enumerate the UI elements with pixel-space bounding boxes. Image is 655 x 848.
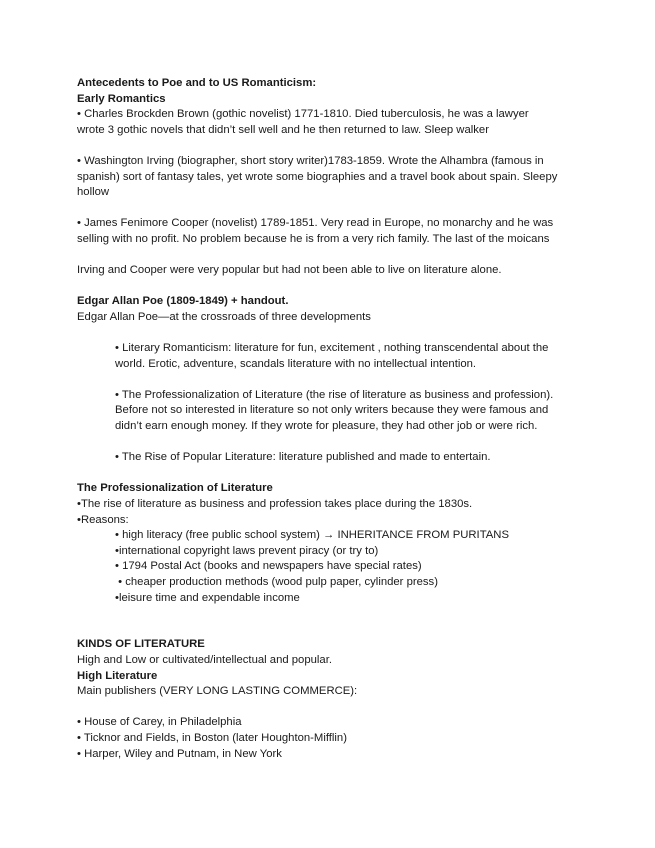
subheading: High Literature xyxy=(77,669,158,682)
paragraph-line: • Washington Irving (biographer, short story writer)1783-1859. Wrote the Alhambra (famous in xyxy=(77,154,544,167)
paragraph-line: wrote 3 gothic novels that didn’t sell well and he then returned to law. Sleep walker xyxy=(77,123,489,136)
paragraph-line: • James Fenimore Cooper (novelist) 1789-1851. Very read in Europe, no monarchy and he was xyxy=(77,217,554,230)
list-item: • Harper, Wiley and Putnam, in New York xyxy=(77,747,282,760)
section-heading: Antecedents to Poe and to US Romanticism: xyxy=(77,77,317,89)
paragraph-line: Irving and Cooper were very popular but had not been able to live on literature alone. xyxy=(77,264,502,277)
paragraph-line: selling with no profit. No problem because he is from a very rich family. The last of the moicans xyxy=(77,232,550,245)
list-item-line: • The Rise of Popular Literature: literature published and made to entertain. xyxy=(115,451,491,464)
list-item: • House of Carey, in Philadelphia xyxy=(77,716,242,729)
paragraph-line: • Charles Brockden Brown (gothic novelist) 1771-1810. Died tuberculosis, he was a lawyer xyxy=(77,108,529,121)
list-item: • cheaper production methods (wood pulp paper, cylinder press) xyxy=(115,576,438,588)
list-item: •international copyright laws prevent piracy (or try to) xyxy=(115,544,379,557)
list-item: • 1794 Postal Act (books and newspapers have special rates) xyxy=(115,560,422,573)
paragraph-line: spanish) sort of fantasy tales, yet wrote some biographies and a travel book about spain. Sleepy xyxy=(77,170,558,183)
paragraph-line: •The rise of literature as business and profession takes place during the 1830s. xyxy=(77,498,473,511)
list-item-line: world. Erotic, adventure, scandals literature with no intellectual intention. xyxy=(115,357,477,370)
list-item: • high literacy (free public school system) → INHERITANCE FROM PURITANS xyxy=(115,529,509,542)
list-item-line: • Literary Romanticism: literature for fun, excitement , nothing transcendental about the xyxy=(115,342,549,355)
list-item-line: didn’t earn enough money. If they wrote for pleasure, they had other job or were rich. xyxy=(115,420,538,433)
section-heading: KINDS OF LITERATURE xyxy=(77,638,205,651)
paragraph-line: Edgar Allan Poe—at the crossroads of three developments xyxy=(77,310,371,323)
list-item-line: • The Professionalization of Literature (the rise of literature as business and profession). xyxy=(115,388,554,401)
paragraph-line: •Reasons: xyxy=(77,513,129,526)
section-heading: Edgar Allan Poe (1809-1849) + handout. xyxy=(77,295,289,308)
document-page xyxy=(77,76,597,762)
section-heading: The Professionalization of Literature xyxy=(77,482,273,495)
list-item: •leisure time and expendable income xyxy=(115,591,300,604)
paragraph-line: hollow xyxy=(77,186,110,199)
list-item-line: Before not so interested in literature so not only writers because they were famous and xyxy=(115,404,549,417)
list-item: • Ticknor and Fields, in Boston (later Houghton-Mifflin) xyxy=(77,731,347,744)
paragraph-line: Main publishers (VERY LONG LASTING COMMERCE): xyxy=(77,685,358,698)
subheading: Early Romantics xyxy=(77,92,166,105)
paragraph-line: High and Low or cultivated/intellectual and popular. xyxy=(77,653,332,666)
